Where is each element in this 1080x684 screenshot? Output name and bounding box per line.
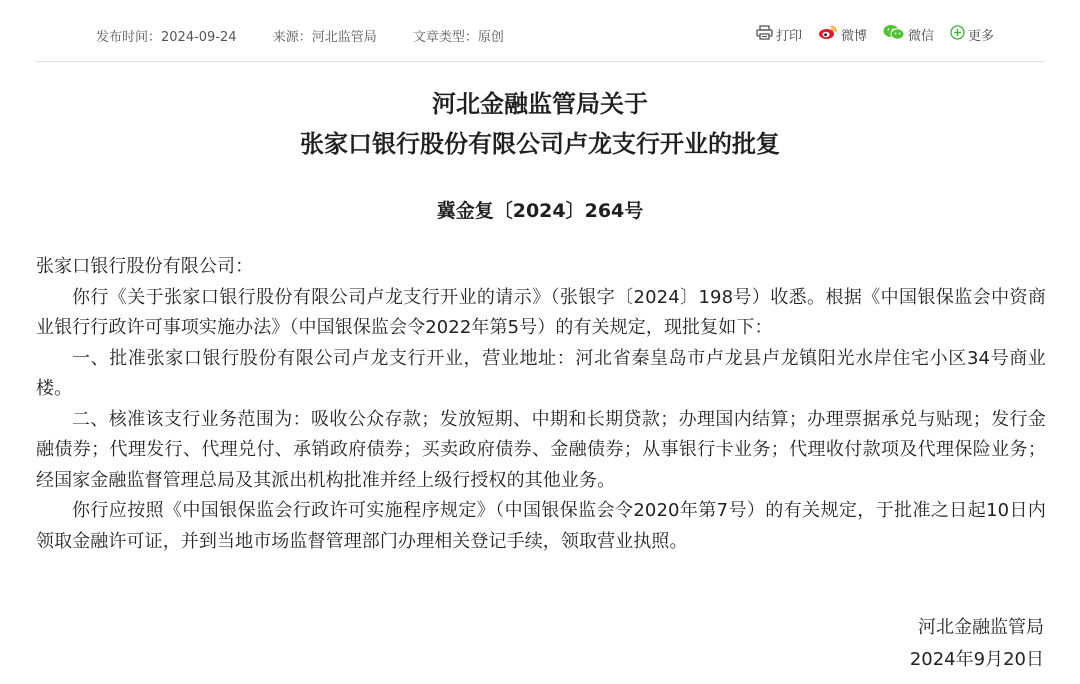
weibo-share-button[interactable]: [818, 24, 867, 44]
plus-circle-icon: [950, 25, 968, 44]
article-type: 文章类型：原创: [412, 30, 504, 45]
issue-date: 2024年9月20日: [909, 649, 1044, 670]
weibo-label: 微博: [840, 28, 867, 44]
title-line-1: 河北金融监管局关于: [432, 90, 648, 118]
issuing-organization: 河北金融监管局: [918, 617, 1044, 638]
share-toolbar: [756, 24, 994, 44]
paragraph-intro: 你行《关于张家口银行股份有限公司卢龙支行开业的请示》（张银字〔2024〕198号）收悉。根据《中国银保监会中资商业银行行政许可事项实施办法》（中国银保监会令2022年第5号）的有关规定，现批复如下：: [36, 286, 1046, 338]
wechat-icon: [883, 24, 908, 44]
wechat-label: 微信: [907, 28, 934, 44]
title-line-2: 张家口银行股份有限公司卢龙支行开业的批复: [300, 130, 780, 158]
article-meta: [96, 26, 504, 45]
print-button[interactable]: [756, 25, 802, 44]
article-meta-bar: [0, 0, 1080, 62]
more-share-button[interactable]: [950, 25, 994, 44]
weibo-icon: [818, 24, 841, 44]
source: 来源：河北监管局: [272, 30, 377, 45]
document-title: [0, 84, 1080, 164]
signature-block: [910, 612, 1044, 676]
more-label: 更多: [967, 28, 994, 44]
header-divider: [36, 61, 1044, 62]
salutation: 张家口银行股份有限公司：: [36, 256, 254, 277]
printer-icon: [756, 25, 776, 44]
wechat-share-button[interactable]: [883, 24, 934, 44]
paragraph-closing: 你行应按照《中国银保监会行政许可实施程序规定》（中国银保监会令2020年第7号）的有关规定，于批准之日起10日内领取金融许可证，并到当地市场监督管理部门办理相关登记手续，领取营业执照。: [36, 500, 1046, 552]
print-label: 打印: [775, 28, 802, 44]
publish-time: 发布时间：2024-09-24: [96, 30, 237, 45]
document-number: 冀金复〔2024〕264号: [436, 200, 644, 222]
paragraph-item-1: 一、批准张家口银行股份有限公司卢龙支行开业，营业地址：河北省秦皇岛市卢龙县卢龙镇阳光水岸住宅小区34号商业楼。: [36, 347, 1046, 399]
paragraph-item-2: 二、核准该支行业务范围为：吸收公众存款；发放短期、中期和长期贷款；办理国内结算；办理票据承兑与贴现；发行金融债券；代理发行、代理兑付、承销政府债券；买卖政府债券、金融债券；从事银行卡业务；代理收付款项及代理保险业务；经国家金融监督管理总局及其派出机构批准并经上级行授权的其他业务。: [36, 408, 1046, 491]
document-body: [36, 252, 1046, 557]
